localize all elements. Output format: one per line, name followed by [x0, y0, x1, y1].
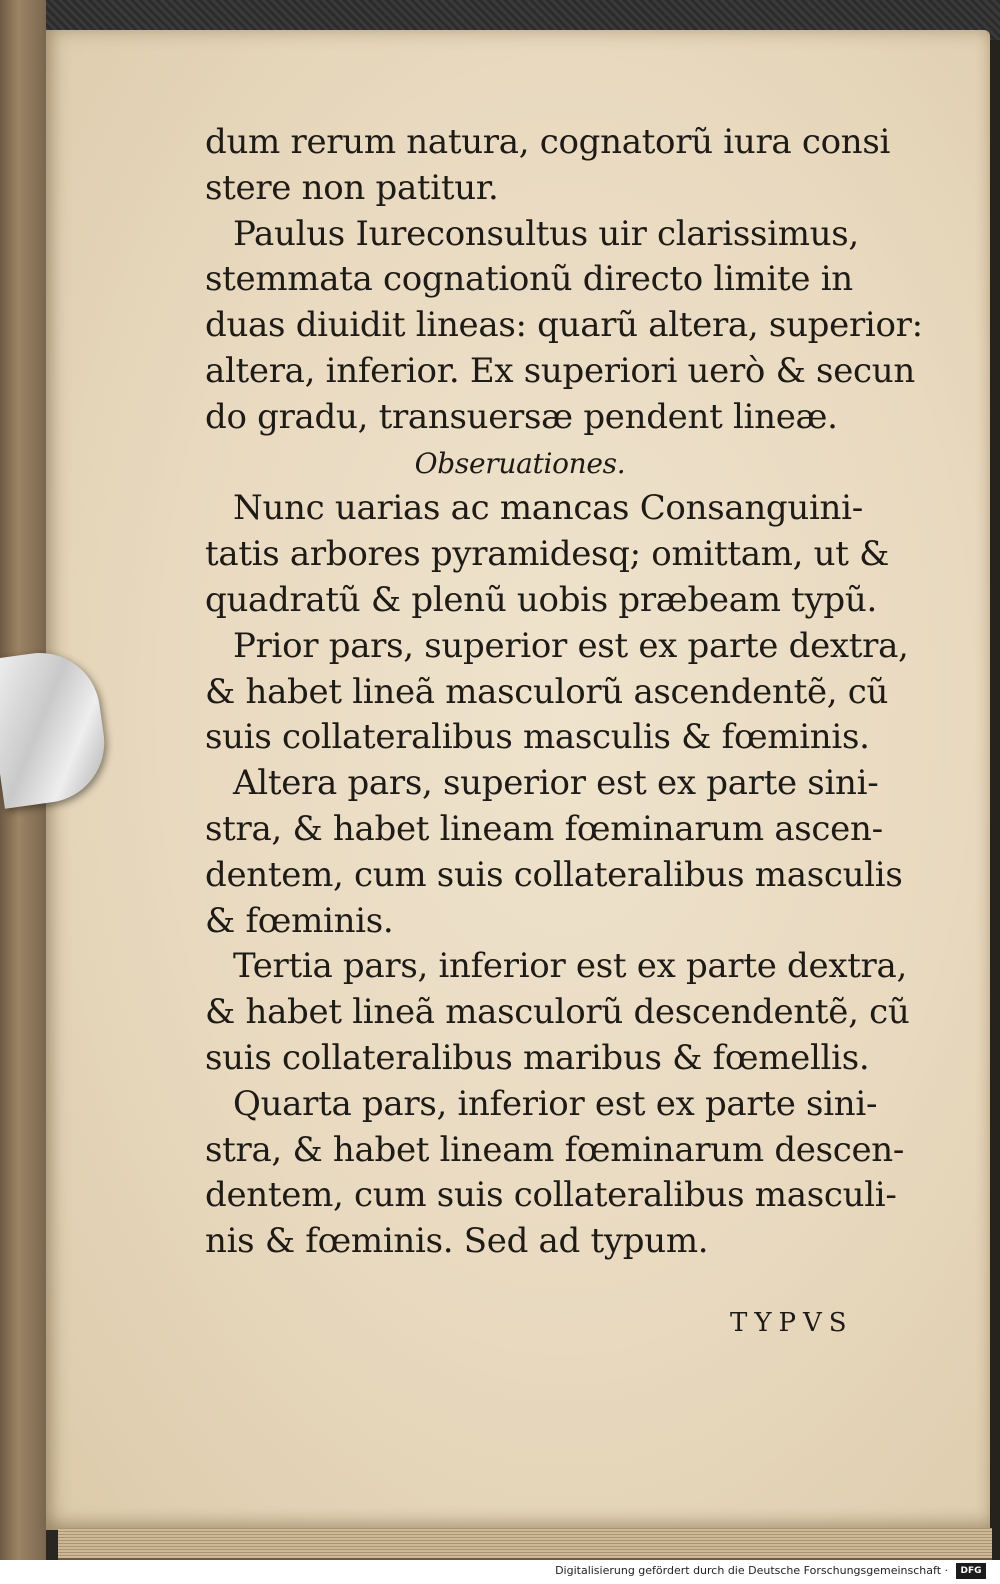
text-line: stra, & habet lineam fœminarum ascen-: [205, 808, 883, 849]
text-line: & habet lineã masculorũ descendentẽ, cũ: [205, 992, 910, 1033]
catchword: TYPVS: [730, 1308, 854, 1338]
text-line: nis & fœminis. Sed ad typum.: [205, 1221, 709, 1262]
page-text: [205, 120, 925, 1265]
text-line: Nunc uarias ac mancas Consanguini-: [233, 488, 863, 529]
text-line: stemmata cognationũ directo limite in: [205, 259, 853, 300]
page-edges: [58, 1528, 992, 1560]
text-line: Altera pars, superior est ex parte sini-: [233, 763, 879, 804]
text-line: do gradu, transuersæ pendent lineæ.: [205, 396, 838, 437]
text-line: tatis arbores pyramidesq; omittam, ut &: [205, 534, 890, 575]
text-line: & habet lineã masculorũ ascendentẽ, cũ: [205, 671, 889, 712]
funding-notice: Digitalisierung gefördert durch die Deutsche Forschungsgemeinschaft ·: [555, 1564, 948, 1577]
text-line: & fœminis.: [205, 900, 394, 941]
text-line: Quarta pars, inferior est ex parte sini-: [233, 1083, 878, 1124]
text-line: Prior pars, superior est ex parte dextra,: [233, 625, 909, 666]
text-line: stra, & habet lineam fœminarum descen-: [205, 1129, 905, 1170]
text-line: quadratũ & plenũ uobis præbeam typũ.: [205, 579, 878, 620]
text-line: stere non patitur.: [205, 167, 499, 208]
text-line: suis collateralibus masculis & fœminis.: [205, 717, 870, 758]
dfg-logo: DFG: [956, 1563, 986, 1579]
text-line: Tertia pars, inferior est ex parte dextra,: [233, 946, 907, 987]
text-line: duas diuidit lineas: quarũ altera, superior:: [205, 305, 923, 346]
section-heading: Obseruationes.: [414, 446, 626, 480]
text-line: Paulus Iureconsultus uir clarissimus,: [233, 213, 859, 254]
text-line: dum rerum natura, cognatorũ iura consi: [205, 122, 891, 162]
text-line: suis collateralibus maribus & fœmellis.: [205, 1037, 870, 1078]
text-line: altera, inferior. Ex superiori uerò & secun: [205, 350, 915, 391]
text-line: dentem, cum suis collateralibus masculi-: [205, 1175, 897, 1216]
text-line: dentem, cum suis collateralibus masculis: [205, 854, 903, 895]
